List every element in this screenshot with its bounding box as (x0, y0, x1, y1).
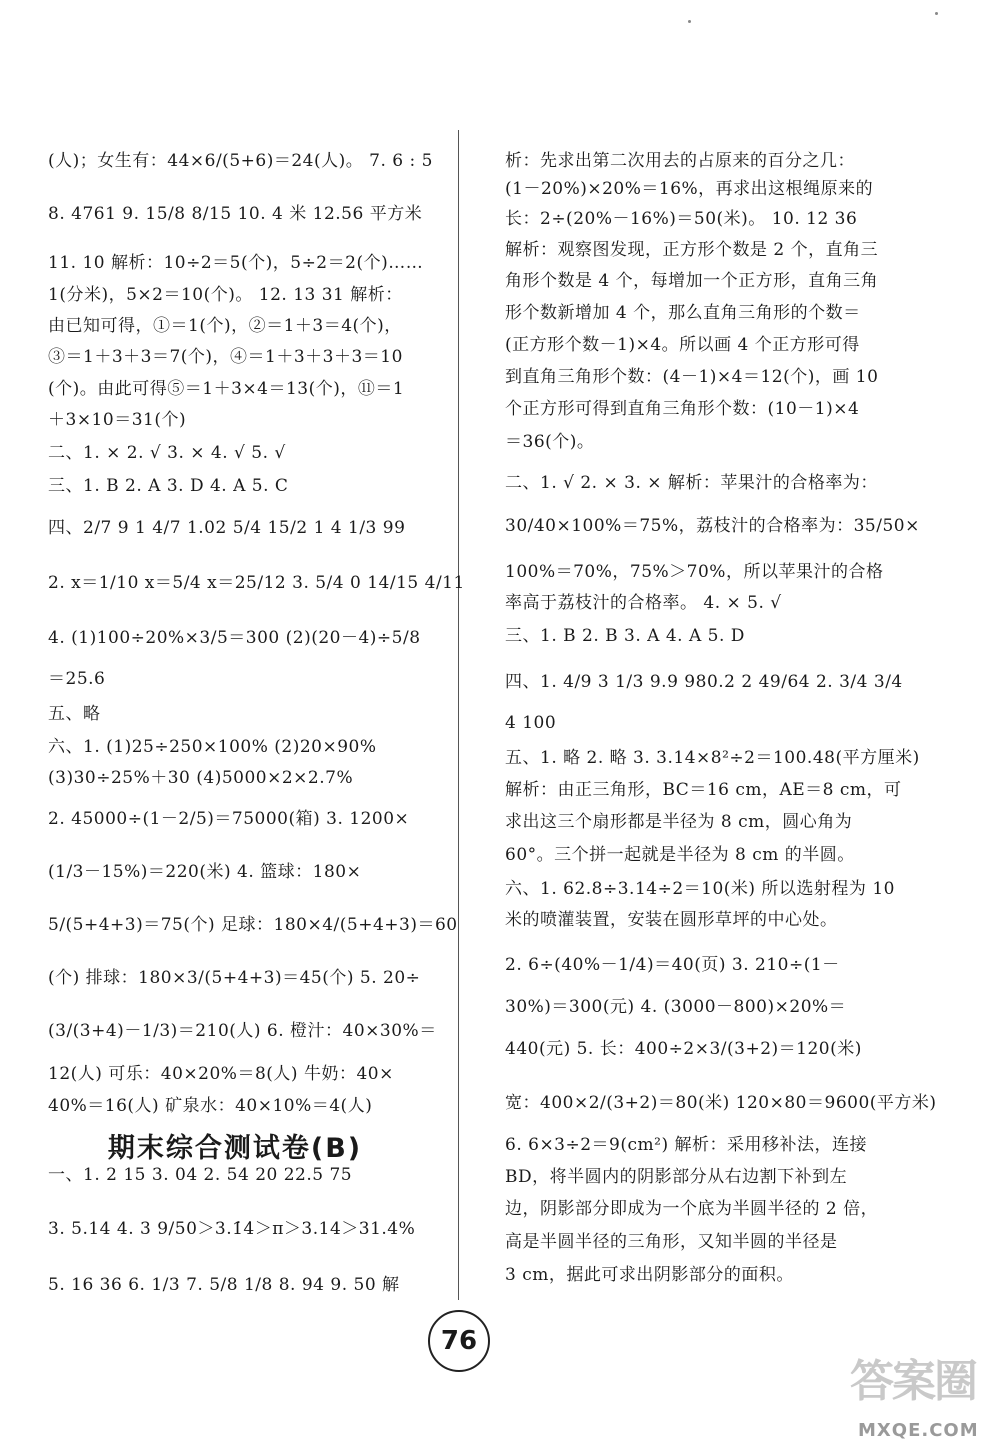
text-line: 六、1. 62.8÷3.14÷2＝10(米) 所以选射程为 10 (505, 879, 895, 899)
text-line: (1－20%)×20%＝16%，再求出这根绳原来的 (505, 179, 874, 199)
text-line: 30%)＝300(元) 4. (3000－800)×20%＝ (505, 997, 847, 1017)
text-line: BD，将半圆内的阴影部分从右边割下补到左 (505, 1167, 848, 1187)
page-number: 76 (428, 1310, 490, 1372)
text-line: 解析：由正三角形，BC＝16 cm，AE＝8 cm，可 (505, 780, 902, 800)
text-line: 解析：观察图发现，正方形个数是 2 个，直角三 (505, 240, 879, 260)
text-line: 析：先求出第二次用去的占原来的百分之几： (505, 151, 855, 171)
text-line: 六、1. (1)25÷250×100% (2)20×90% (48, 737, 377, 757)
text-line: 5/(5+4+3)＝75(个) 足球：180×4/(5+4+3)＝60 (48, 915, 458, 935)
text-line: ＋3×10＝31(个) (48, 410, 187, 430)
text-line: 440(元) 5. 长：400÷2×3/(3+2)＝120(米) (505, 1039, 862, 1059)
text-line: (个)。由此可得⑤＝1＋3×4＝13(个)，⑪＝1 (48, 379, 405, 399)
watermark-logo: 答案圈 (850, 1356, 976, 1407)
text-line: 米的喷灌装置，安装在圆形草坪的中心处。 (505, 910, 838, 930)
text-line: 角形个数是 4 个，每增加一个正方形，直角三角 (505, 271, 879, 291)
text-line: 边，阴影部分即成为一个底为半圆半径的 2 倍， (505, 1199, 879, 1219)
text-line: ＝25.6 (48, 669, 106, 689)
text-line: 40%＝16(人) 矿泉水：40×10%＝4(人) (48, 1096, 373, 1116)
text-line: 一、1. 2 15 3. 04 2. 54 20 22.5 75 (48, 1165, 353, 1185)
text-line: 率高于荔枝汁的合格率。 4. × 5. √ (505, 593, 782, 613)
text-line: 形个数新增加 4 个，那么直角三角形的个数＝ (505, 303, 861, 323)
text-line: (3/(3+4)－1/3)＝210(人) 6. 橙汁：40×30%＝ (48, 1021, 437, 1041)
column-divider (458, 130, 459, 1300)
text-line: (1/3－15%)＝220(米) 4. 篮球：180× (48, 862, 362, 882)
text-line: 高是半圆半径的三角形，又知半圆的半径是 (505, 1232, 838, 1252)
section-title: 期末综合测试卷(B) (107, 1133, 363, 1164)
text-line: 11. 10 解析：10÷2＝5(个)，5÷2＝2(个)…… (48, 253, 424, 273)
text-line: 宽：400×2/(3+2)＝80(米) 120×80＝9600(平方米) (505, 1093, 937, 1113)
text-line: 4 100 (505, 713, 557, 733)
text-line: 3 cm，据此可求出阴影部分的面积。 (505, 1265, 794, 1285)
text-line: 5. 16 36 6. 1/3 7. 5/8 1/8 8. 94 9. 50 解 (48, 1275, 400, 1295)
text-line: 8. 4761 9. 15/8 8/15 10. 4 米 12.56 平方米 (48, 204, 423, 224)
text-line: 二、1. × 2. √ 3. × 4. √ 5. √ (48, 443, 286, 463)
scan-speck (935, 12, 938, 15)
text-line: (人)；女生有：44×6/(5+6)＝24(人)。 7. 6 : 5 (48, 151, 433, 171)
text-line: ＝36(个)。 (505, 432, 595, 452)
scan-speck (688, 20, 691, 23)
text-line: (正方形个数－1)×4。所以画 4 个正方形可得 (505, 335, 860, 355)
text-line: 三、1. B 2. A 3. D 4. A 5. C (48, 476, 289, 496)
text-line: 2. 6÷(40%－1/4)＝40(页) 3. 210÷(1－ (505, 955, 840, 975)
text-line: 三、1. B 2. B 3. A 4. A 5. D (505, 626, 745, 646)
text-line: 30/40×100%＝75%，荔枝汁的合格率为：35/50× (505, 516, 920, 536)
text-line: 五、1. 略 2. 略 3. 3.14×8²÷2＝100.48(平方厘米) (505, 748, 920, 768)
text-line: 求出这三个扇形都是半径为 8 cm，圆心角为 (505, 812, 853, 832)
text-line: 60°。三个拼一起就是半径为 8 cm 的半圆。 (505, 845, 855, 865)
text-line: 五、略 (48, 704, 101, 724)
text-line: 个正方形可得到直角三角形个数：(10－1)×4 (505, 399, 860, 419)
text-line: 3. 5.14 4. 3 9/50＞3.1̇4̇＞π＞3.14＞31.4% (48, 1219, 416, 1239)
text-line: 1(分米)，5×2＝10(个)。 12. 13 31 解析： (48, 285, 403, 305)
text-line: 四、2/7 9 1 4/7 1.02 5/4 15/2 1 4 1/3 99 (48, 518, 406, 538)
text-line: 100%＝70%，75%＞70%，所以苹果汁的合格 (505, 562, 884, 582)
text-line: (个) 排球：180×3/(5+4+3)＝45(个) 5. 20÷ (48, 968, 421, 988)
watermark-url: MXQE.COM (858, 1420, 979, 1441)
text-line: 6. 6×3÷2＝9(cm²) 解析：采用移补法，连接 (505, 1135, 867, 1155)
text-line: 四、1. 4/9 3 1/3 9.9 980.2 2 49/64 2. 3/4 3/4 (505, 672, 903, 692)
text-line: 到直角三角形个数：(4－1)×4＝12(个)，画 10 (505, 367, 879, 387)
text-line: 由已知可得，①＝1(个)，②＝1＋3＝4(个)， (48, 316, 402, 336)
text-line: (3)30÷25%＋30 (4)5000×2×2.7% (48, 768, 354, 788)
text-line: 长：2÷(20%－16%)＝50(米)。 10. 12 36 (505, 209, 858, 229)
text-line: 4. (1)100÷20%×3/5＝300 (2)(20－4)÷5/8 (48, 628, 421, 648)
text-line: 2. x＝1/10 x＝5/4 x＝25/12 3. 5/4 0 14/15 4/11 (48, 573, 465, 593)
text-line: ③＝1＋3＋3＝7(个)，④＝1＋3＋3＋3＝10 (48, 347, 403, 367)
text-line: 2. 45000÷(1－2/5)＝75000(箱) 3. 1200× (48, 809, 410, 829)
text-line: 二、1. √ 2. × 3. × 解析：苹果汁的合格率为： (505, 473, 878, 493)
text-line: 12(人) 可乐：40×20%＝8(人) 牛奶：40× (48, 1064, 394, 1084)
